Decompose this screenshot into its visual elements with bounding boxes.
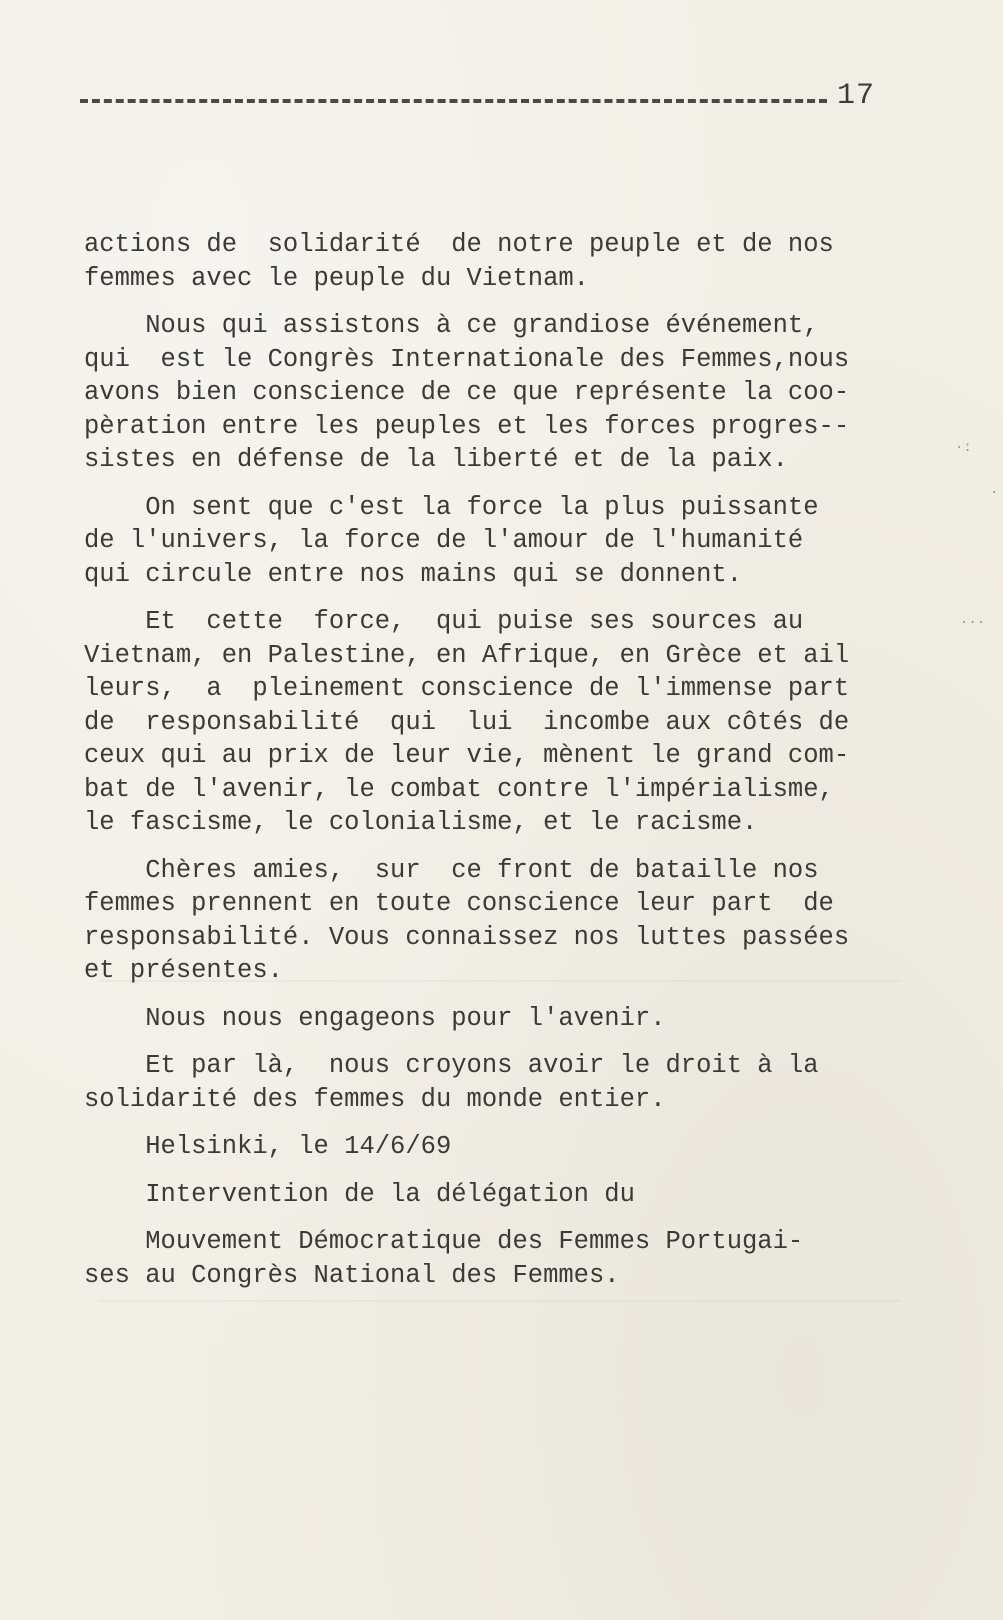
- paragraph: [84, 491, 884, 592]
- text-line: pèration entre les peuples et les forces progres--: [84, 411, 850, 441]
- paragraph: [84, 605, 884, 840]
- margin-speck: ···: [960, 615, 986, 631]
- text-line: On sent que c'est la force la plus puissante: [84, 492, 819, 522]
- text-line: de l'univers, la force de l'amour de l'humanité: [84, 526, 804, 555]
- text-line: Intervention de la délégation du: [84, 1179, 635, 1209]
- text-line: responsabilité. Vous connaissez nos luttes passées: [84, 922, 850, 952]
- text-line: leurs, a pleinement conscience de l'immense part: [84, 674, 850, 703]
- paragraph: [84, 1002, 884, 1036]
- body-text: [84, 228, 884, 1306]
- paragraph: [84, 854, 884, 988]
- margin-speck: ·: [990, 485, 999, 501]
- text-line: femmes avec le peuple du Vietnam.: [84, 263, 589, 293]
- text-line: Et cette force, qui puise ses sources au: [84, 607, 804, 636]
- text-line: sistes en défense de la liberté et de la paix.: [84, 445, 788, 474]
- text-line: Vietnam, en Palestine, en Afrique, en Grèce et ail: [84, 640, 850, 670]
- paragraph: [84, 1178, 884, 1212]
- text-line: Mouvement Démocratique des Femmes Portugai-: [84, 1227, 804, 1256]
- text-line: qui circule entre nos mains qui se donnent.: [84, 559, 743, 589]
- text-line: et présentes.: [84, 956, 283, 985]
- text-line: avons bien conscience de ce que représente la coo-: [84, 378, 850, 407]
- paragraph: [84, 228, 884, 295]
- text-line: femmes prennent en toute conscience leur part de: [84, 889, 834, 918]
- paragraph: [84, 1130, 884, 1164]
- text-line: solidarité des femmes du monde entier.: [84, 1084, 666, 1114]
- text-line: ceux qui au prix de leur vie, mènent le grand com-: [84, 741, 850, 770]
- dashed-rule: [80, 99, 827, 103]
- text-line: le fascisme, le colonialisme, et le racisme.: [84, 808, 758, 837]
- text-line: actions de solidarité de notre peuple et de nos: [84, 230, 834, 259]
- text-line: Chères amies, sur ce front de bataille nos: [84, 855, 819, 885]
- paragraph: [84, 309, 884, 477]
- text-line: Nous qui assistons à ce grandiose événement,: [84, 311, 819, 340]
- text-line: ses au Congrès National des Femmes.: [84, 1260, 620, 1290]
- page-number: 17: [836, 79, 875, 113]
- text-line: Helsinki, le 14/6/69: [84, 1132, 452, 1161]
- page-header: [80, 76, 875, 116]
- paragraph: [84, 1225, 884, 1292]
- margin-speck: ·:: [955, 440, 972, 456]
- text-line: qui est le Congrès Internationale des Femmes,nous: [84, 344, 850, 374]
- text-line: bat de l'avenir, le combat contre l'impérialisme,: [84, 774, 834, 804]
- paragraph: [84, 1049, 884, 1116]
- text-line: Et par là, nous croyons avoir le droit à la: [84, 1051, 819, 1080]
- text-line: Nous nous engageons pour l'avenir.: [84, 1003, 666, 1033]
- text-line: de responsabilité qui lui incombe aux côtés de: [84, 707, 850, 737]
